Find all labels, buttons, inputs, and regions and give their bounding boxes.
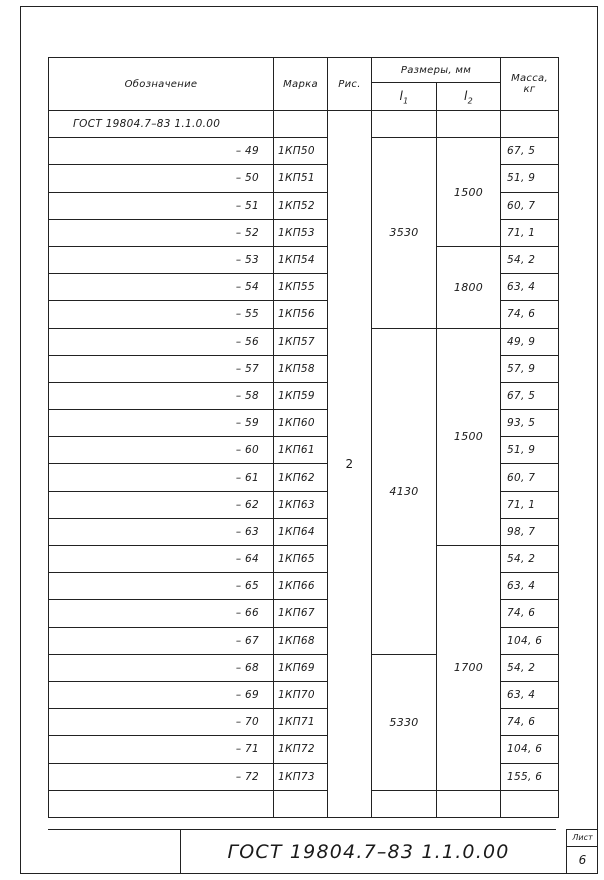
- designation-cell: – 60: [49, 437, 274, 464]
- mark-cell: 1КП55: [274, 274, 328, 301]
- mass-cell: 49, 9: [501, 328, 559, 355]
- table-row: [49, 546, 559, 573]
- mass-cell: 51, 9: [501, 165, 559, 192]
- mark-cell: 1КП69: [274, 654, 328, 681]
- empty-mark-cell: [274, 790, 328, 817]
- designation-cell: – 51: [49, 192, 274, 219]
- mark-cell: 1КП58: [274, 355, 328, 382]
- mass-cell: 67, 5: [501, 138, 559, 165]
- empty-l1-cell: [372, 790, 437, 817]
- table-row: [49, 246, 559, 273]
- header-l2: [437, 83, 501, 111]
- mass-cell: 54, 2: [501, 546, 559, 573]
- mark-cell: 1КП56: [274, 301, 328, 328]
- empty-mass-cell: [501, 790, 559, 817]
- empty-designation-cell: [49, 790, 274, 817]
- mark-cell: 1КП60: [274, 410, 328, 437]
- designation-cell: – 70: [49, 709, 274, 736]
- mark-cell: 1КП71: [274, 709, 328, 736]
- header-designation: Обозначение: [49, 58, 274, 111]
- mass-cell: 51, 9: [501, 437, 559, 464]
- mark-cell: 1КП50: [274, 138, 328, 165]
- designation-cell: – 64: [49, 546, 274, 573]
- designation-cell: – 52: [49, 219, 274, 246]
- mass-cell: 63, 4: [501, 681, 559, 708]
- stamp-divider: [48, 829, 180, 831]
- designation-cell: – 59: [49, 410, 274, 437]
- designation-cell: – 72: [49, 763, 274, 790]
- mass-cell: 74, 6: [501, 600, 559, 627]
- specification-table: [48, 57, 559, 818]
- gost-mass-cell: [501, 111, 559, 138]
- header-mark: Марка: [274, 58, 328, 111]
- empty-row: [49, 790, 559, 817]
- designation-cell: – 54: [49, 274, 274, 301]
- mass-cell: 63, 4: [501, 573, 559, 600]
- designation-cell: – 71: [49, 736, 274, 763]
- mass-cell: 67, 5: [501, 382, 559, 409]
- mark-cell: 1КП63: [274, 491, 328, 518]
- sheet-block: [566, 829, 598, 874]
- mark-cell: 1КП73: [274, 763, 328, 790]
- designation-cell: – 63: [49, 518, 274, 545]
- mass-cell: 63, 4: [501, 274, 559, 301]
- mark-cell: 1КП61: [274, 437, 328, 464]
- header-mass-line2: кг: [523, 84, 536, 95]
- mass-cell: 60, 7: [501, 192, 559, 219]
- designation-cell: – 58: [49, 382, 274, 409]
- mass-cell: 104, 6: [501, 627, 559, 654]
- designation-cell: – 68: [49, 654, 274, 681]
- designation-cell: – 66: [49, 600, 274, 627]
- designation-cell: – 67: [49, 627, 274, 654]
- mass-cell: 60, 7: [501, 464, 559, 491]
- mass-cell: 54, 2: [501, 246, 559, 273]
- header-figure: Рис.: [328, 58, 372, 111]
- mark-cell: 1КП59: [274, 382, 328, 409]
- header-l2-letter: l: [463, 88, 468, 103]
- mark-cell: 1КП64: [274, 518, 328, 545]
- designation-cell: – 55: [49, 301, 274, 328]
- gost-row: [49, 111, 559, 138]
- designation-cell: – 56: [49, 328, 274, 355]
- empty-l2-cell: [437, 790, 501, 817]
- mass-cell: 54, 2: [501, 654, 559, 681]
- header-mass-line1: Масса,: [511, 73, 548, 84]
- designation-cell: – 57: [49, 355, 274, 382]
- header-l1-letter: l: [399, 88, 404, 103]
- header-row: [49, 58, 559, 83]
- figure-number: 2: [328, 111, 372, 818]
- sheet-number: 6: [578, 853, 587, 867]
- mark-cell: 1КП51: [274, 165, 328, 192]
- mass-cell: 104, 6: [501, 736, 559, 763]
- header-l1: [372, 83, 437, 111]
- mass-cell: 57, 9: [501, 355, 559, 382]
- designation-cell: – 50: [49, 165, 274, 192]
- mass-cell: 155, 6: [501, 763, 559, 790]
- l2-cell: 1500: [437, 328, 501, 546]
- l2-cell: 1500: [437, 138, 501, 247]
- header-l1-sub: 1: [403, 95, 409, 105]
- mark-cell: 1КП65: [274, 546, 328, 573]
- mass-cell: 71, 1: [501, 219, 559, 246]
- designation-cell: – 61: [49, 464, 274, 491]
- l1-cell: 5330: [372, 654, 437, 790]
- mark-cell: 1КП52: [274, 192, 328, 219]
- mass-cell: 98, 7: [501, 518, 559, 545]
- designation-cell: – 69: [49, 681, 274, 708]
- mass-cell: 74, 6: [501, 709, 559, 736]
- gost-reference: ГОСТ 19804.7–83 1.1.0.00: [49, 111, 274, 138]
- header-dimensions: Размеры, мм: [372, 58, 501, 83]
- l1-cell: 4130: [372, 328, 437, 654]
- table-row: [49, 138, 559, 165]
- sheet-label: Лист: [567, 830, 598, 847]
- gost-l1-cell: [372, 111, 437, 138]
- mark-cell: 1КП67: [274, 600, 328, 627]
- mark-cell: 1КП72: [274, 736, 328, 763]
- designation-cell: – 53: [49, 246, 274, 273]
- header-l2-sub: 2: [467, 95, 474, 105]
- l2-cell: 1700: [437, 546, 501, 791]
- mark-cell: 1КП68: [274, 627, 328, 654]
- mark-cell: 1КП54: [274, 246, 328, 273]
- l2-cell: 1800: [437, 246, 501, 328]
- mark-cell: 1КП62: [274, 464, 328, 491]
- mark-cell: 1КП57: [274, 328, 328, 355]
- gost-l2-cell: [437, 111, 501, 138]
- gost-mark-cell: [274, 111, 328, 138]
- mark-cell: 1КП66: [274, 573, 328, 600]
- mass-cell: 71, 1: [501, 491, 559, 518]
- mass-cell: 74, 6: [501, 301, 559, 328]
- header-mass: [501, 58, 559, 111]
- table-row: [49, 328, 559, 355]
- mark-cell: 1КП70: [274, 681, 328, 708]
- title-block: ГОСТ 19804.7–83 1.1.0.00: [180, 829, 556, 874]
- l1-cell: 3530: [372, 138, 437, 328]
- designation-cell: – 62: [49, 491, 274, 518]
- mass-cell: 93, 5: [501, 410, 559, 437]
- designation-cell: – 49: [49, 138, 274, 165]
- designation-cell: – 65: [49, 573, 274, 600]
- mark-cell: 1КП53: [274, 219, 328, 246]
